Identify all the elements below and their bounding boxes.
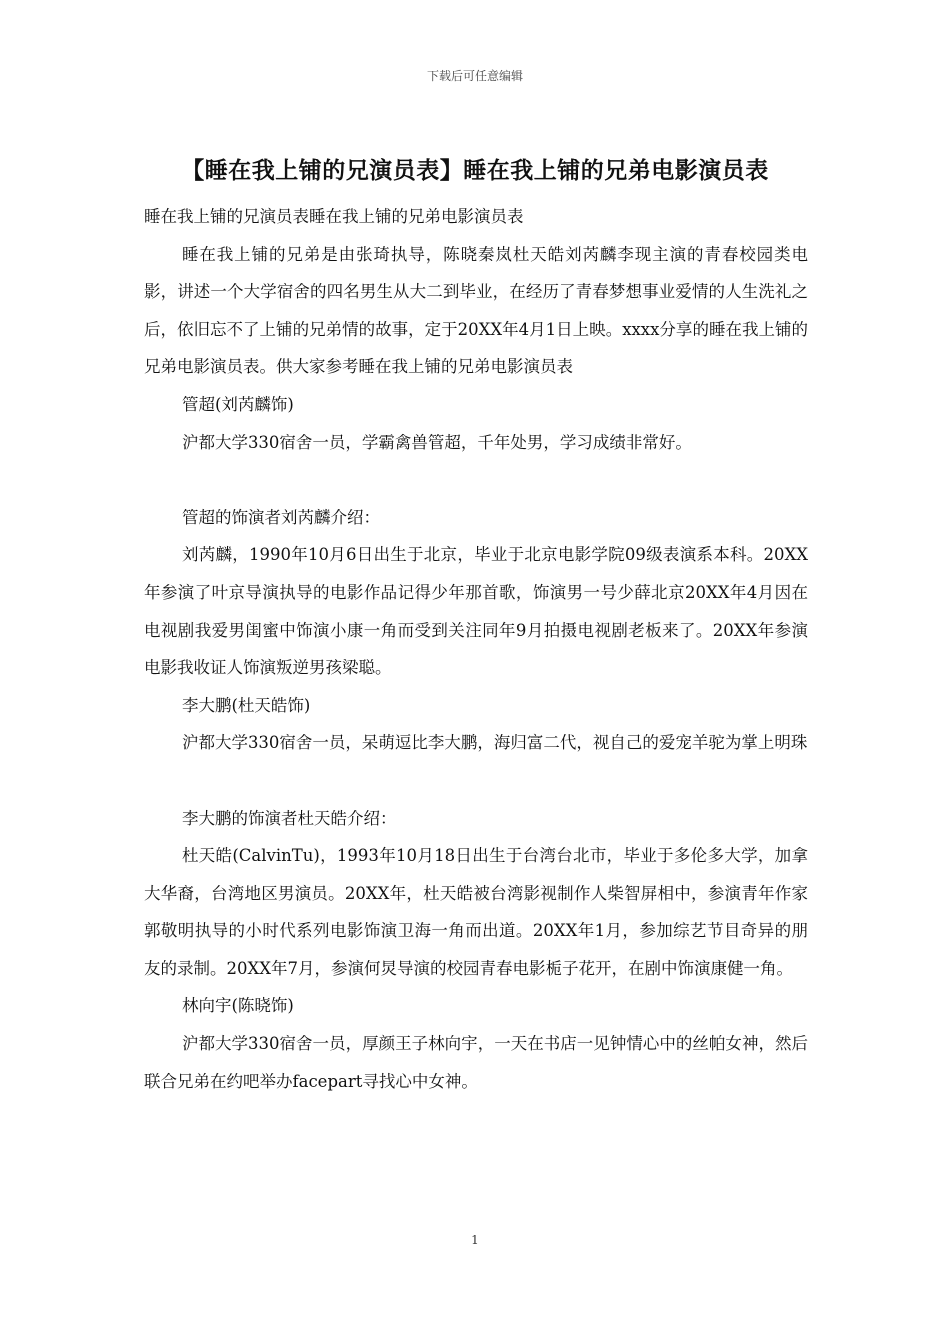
page-title: 【睡在我上铺的兄演员表】睡在我上铺的兄弟电影演员表 [181, 157, 769, 184]
role-heading: 李大鹏(杜天皓饰) [181, 695, 311, 715]
intro-paragraph: 睡在我上铺的兄弟是由张琦执导，陈晓秦岚杜天皓刘芮麟李现主演的青春校园类电影，讲述一个大学宿舍的四名男生从大二到毕业，在经历了青春梦想事业爱情的人生洗礼之后，依旧忘不了上铺的兄弟情的故事，定于20XX年4月1日上映。xxxx分享的睡在我上铺的兄弟电影演员表。供大家参考睡在我上铺的兄弟电影演员表 [144, 244, 808, 377]
role-description: 沪都大学330宿舍一员，呆萌逗比李大鹏，海归富二代，视自己的爱宠羊驼为掌上明珠 [181, 733, 808, 753]
actor-heading: 李大鹏的饰演者杜天皓介绍： [181, 808, 397, 828]
role-heading: 林向宇(陈晓饰) [181, 996, 294, 1016]
blank-line [144, 762, 808, 800]
subtitle-line: 睡在我上铺的兄演员表睡在我上铺的兄弟电影演员表 [144, 207, 524, 226]
actor-bio: 杜天皓(CalvinTu)，1993年10月18日出生于台湾台北市，毕业于多伦多大学，加拿大华裔，台湾地区男演员。20XX年，杜天皓被台湾影视制作人柴智屏相中，参演青年作家郭敬明执导的小时代系列电影饰演卫海一角而出道。20XX年1月，参加综艺节目奇异的朋友的录制。20XX年7月，参演何炅导演的校园青春电影栀子花开，在剧中饰演康健一角。 [144, 846, 808, 978]
role-description: 沪都大学330宿舍一员，学霸禽兽管超，千年处男，学习成绩非常好。 [181, 432, 692, 452]
role-heading: 管超(刘芮麟饰) [181, 394, 294, 414]
blank-line [144, 461, 808, 499]
actor-bio: 刘芮麟，1990年10月6日出生于北京，毕业于北京电影学院09级表演系本科。20XX年参演了叶京导演执导的电影作品记得少年那首歌，饰演男一号少薛北京20XX年4月因在电视剧我爱男闺蜜中饰演小康一角而受到关注同年9月拍摄电视剧老板来了。20XX年参演电影我收证人饰演叛逆男孩梁聪。 [144, 545, 808, 678]
header-note: 下载后可任意编辑 [426, 69, 523, 83]
actor-heading: 管超的饰演者刘芮麟介绍： [181, 507, 380, 527]
role-description: 沪都大学330宿舍一员，厚颜王子林向宇，一天在书店一见钟情心中的丝帕女神，然后联合兄弟在约吧举办facepart寻找心中女神。 [144, 1034, 808, 1091]
document-body [144, 198, 808, 1100]
page-number: 1 [471, 1233, 479, 1247]
